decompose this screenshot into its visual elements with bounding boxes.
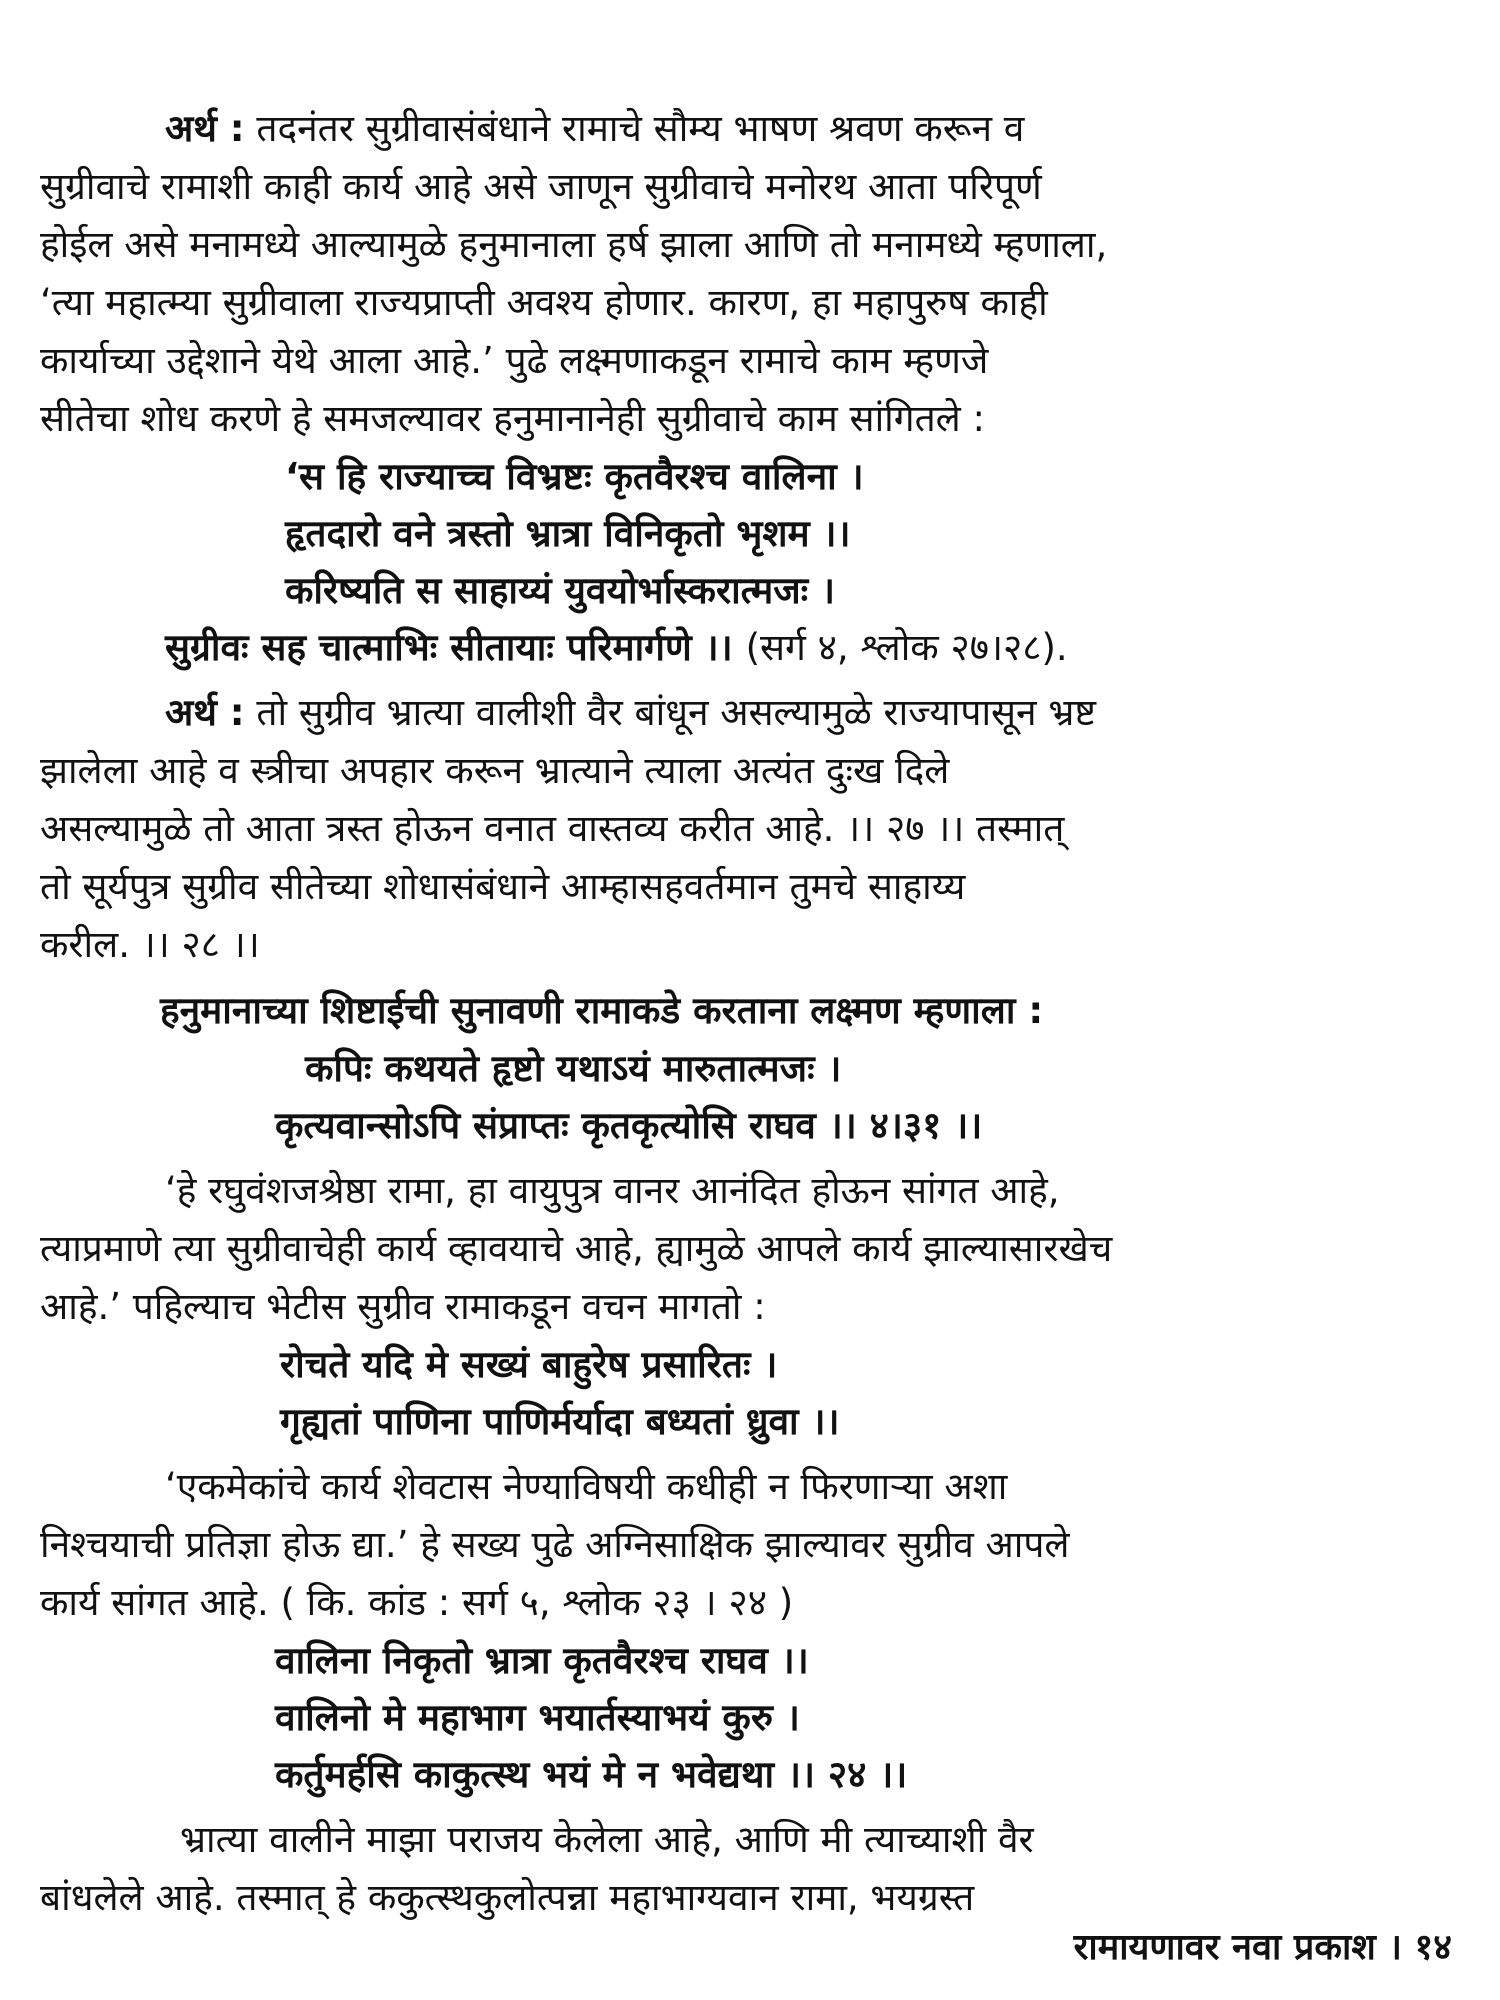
paragraph-3 [40, 1162, 1460, 1336]
text-line: ‘हे रघुवंशजश्रेष्ठा रामा, हा वायुपुत्र वानर आनंदित होऊन सांगत आहे, [165, 1169, 1060, 1212]
verse-text: सुग्रीवः सह चात्माभिः सीतायाः परिमार्गणे ।। [165, 626, 733, 669]
text-line: कार्याच्या उद्देशाने येथे आला आहे.’ पुढे लक्ष्मणाकडून रामाचे काम म्हणजे [40, 339, 989, 382]
verse-line: गृह्यतां पाणिना पाणिर्मर्यादा बध्यतां ध्रुवा ।। [280, 1400, 840, 1443]
text-line: झालेला आहे व स्त्रीचा अपहार करून भ्रात्याने त्याला अत्यंत दुःख दिले [40, 749, 950, 792]
text-line: आहे.’ पहिल्याच भेटीस सुग्रीव रामाकडून वचन मागतो : [40, 1285, 766, 1328]
text-line: निश्चयाची प्रतिज्ञा होऊ द्या.’ हे सख्य पुढे अग्निसाक्षिक झाल्यावर सुग्रीव आपले [40, 1523, 1070, 1566]
artha-label: अर्थ : [165, 691, 245, 734]
verse-block-3 [40, 1336, 1460, 1450]
verse-block-4 [40, 1632, 1460, 1803]
verse-block-1 [40, 448, 1460, 676]
verse-line: कृत्यवान्सोऽपि संप्राप्तः कृतकृत्योसि राघव ।। ४।३१ ।। [275, 1104, 983, 1147]
verse-line: ‘स हि राज्याच्च विभ्रष्टः कृतवैरश्च वालिना । [285, 455, 864, 498]
verse-line: कपिः कथयते हृष्टो यथाऽयं मारुतात्मजः । [305, 1047, 842, 1090]
text-line: बांधलेले आहे. तस्मात् हे ककुत्स्थकुलोत्पन्ना महाभाग्यवान रामा, भयग्रस्त [40, 1876, 975, 1919]
text-line [40, 684, 1460, 742]
text-line: सीतेचा शोध करणे हे समजल्यावर हनुमानानेही सुग्रीवाचे काम सांगितले : [40, 397, 985, 440]
text-line [40, 100, 1460, 158]
text-line: करील. ।। २८ ।। [40, 923, 260, 966]
paragraph-4 [40, 1458, 1460, 1632]
paragraph-artha-1 [40, 100, 1460, 448]
text-line: ‘त्या महात्म्या सुग्रीवाला राज्यप्राप्ती अवश्य होणार. कारण, हा महापुरुष काही [40, 281, 1048, 324]
text-line: कार्य सांगत आहे. ( कि. कांड : सर्ग ५, श्लोक २३ । २४ ) [40, 1581, 794, 1624]
line-text: तो सुग्रीव भ्रात्या वालीशी वैर बांधून असल्यामुळे राज्यापासून भ्रष्ट [256, 691, 1096, 734]
verse-line: वालिना निकृतो भ्रात्रा कृतवैरश्च राघव ।। [275, 1639, 809, 1682]
verse-block-2 [40, 1040, 1460, 1154]
paragraph-artha-2 [40, 684, 1460, 974]
text-line: ‘एकमेकांचे कार्य शेवटास नेण्याविषयी कधीही न फिरणाऱ्या अशा [165, 1465, 1008, 1508]
intro-line [40, 982, 1460, 1040]
text-line: सुग्रीवाचे रामाशी काही कार्य आहे असे जाणून सुग्रीवाचे मनोरथ आता परिपूर्ण [40, 165, 1042, 208]
verse-line [40, 619, 1460, 676]
text-line: तो सूर्यपुत्र सुग्रीव सीतेच्या शोधासंबंधाने आम्हासहवर्तमान तुमचे साहाय्य [40, 865, 966, 908]
verse-line: कर्तुमर्हसि काकुत्स्थ भयं मे न भवेद्यथा ।। २४ ।। [275, 1753, 908, 1796]
text-line: त्याप्रमाणे त्या सुग्रीवाचेही कार्य व्हावयाचे आहे, ह्यामुळे आपले कार्य झाल्यासारखेच [40, 1227, 1113, 1270]
verse-line: करिष्यति स साहाय्यं युवयोर्भास्करात्मजः । [285, 569, 836, 612]
verse-line: हृतदारो वने त्रस्तो भ्रात्रा विनिकृतो भृशम ।। [285, 512, 851, 555]
text-line: असल्यामुळे तो आता त्रस्त होऊन वनात वास्तव्य करीत आहे. ।। २७ ।। तस्मात् [40, 807, 1065, 850]
page-footer: रामायणावर नवा प्रकाश । १४ [1073, 1927, 1452, 1968]
line-text: तदनंतर सुग्रीवासंबंधाने रामाचे सौम्य भाषण श्रवण करून व [256, 107, 1025, 150]
verse-line: वालिनो मे महाभाग भयार्तस्याभयं कुरु । [275, 1696, 800, 1739]
text-line: होईल असे मनामध्ये आल्यामुळे हनुमानाला हर्ष झाला आणि तो मनामध्ये म्हणाला, [40, 223, 1108, 266]
text-line: हनुमानाच्या शिष्टाईची सुनावणी रामाकडे करताना लक्ष्मण म्हणाला : [160, 989, 1044, 1032]
text-line: भ्रात्या वालीने माझा पराजय केलेला आहे, आणि मी त्याच्याशी वैर [180, 1818, 1034, 1861]
paragraph-5 [40, 1811, 1460, 1927]
verse-reference: (सर्ग ४, श्लोक २७।२८). [745, 626, 1068, 669]
verse-line: रोचते यदि मे सख्यं बाहुरेष प्रसारितः । [280, 1343, 778, 1386]
artha-label: अर्थ : [165, 107, 245, 150]
